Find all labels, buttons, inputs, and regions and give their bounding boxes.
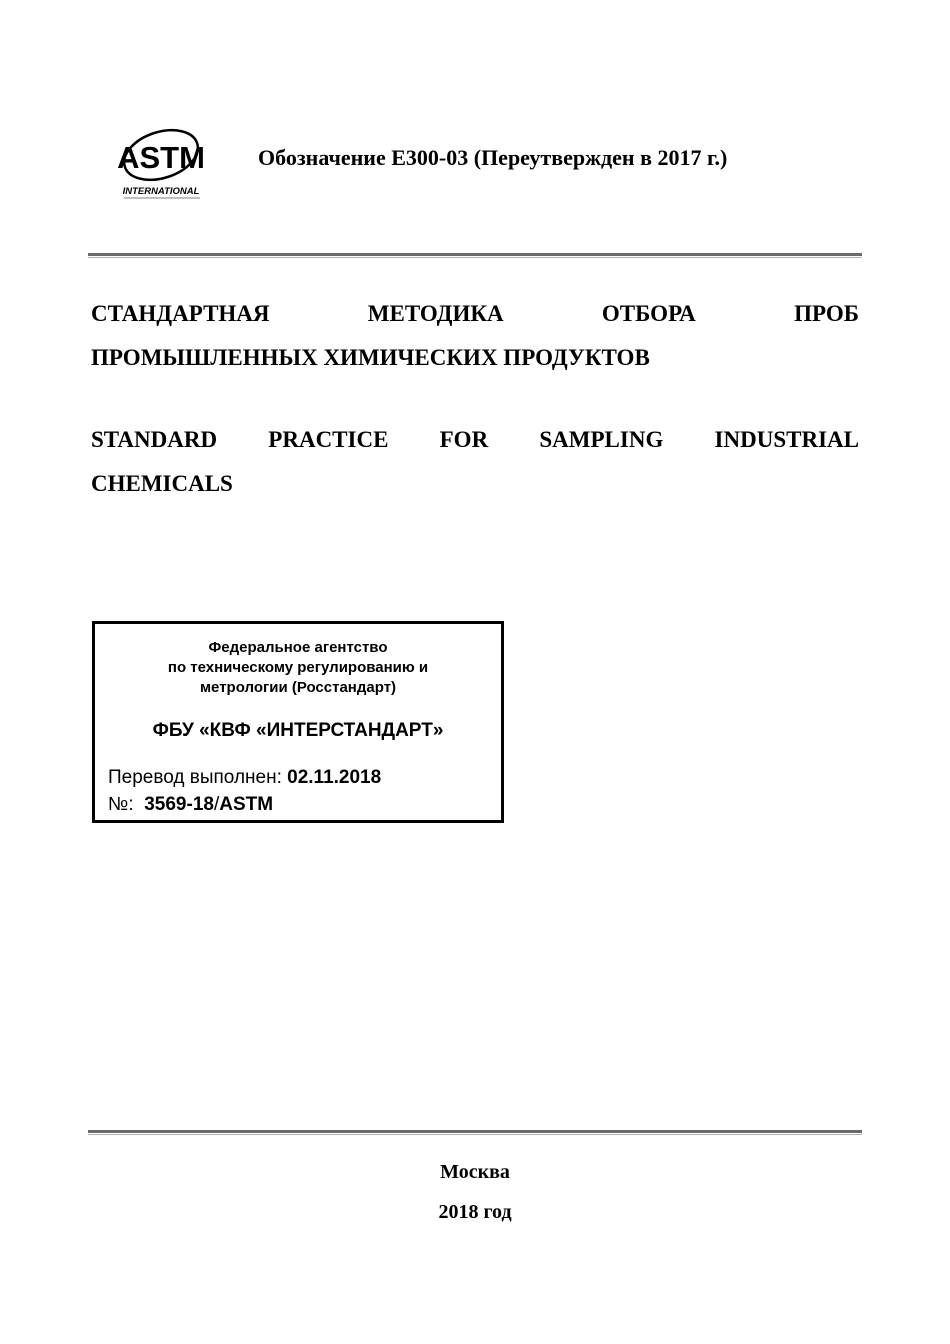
title-word: МЕТОДИКА — [367, 301, 504, 326]
logo-lettering: ASTM — [117, 140, 205, 175]
translation-date: 02.11.2018 — [287, 767, 382, 788]
translation-date-row — [108, 764, 381, 791]
title-word: STANDARD — [91, 427, 218, 452]
translation-number-row — [108, 791, 381, 818]
title-english-line2: CHEMICALS — [91, 471, 233, 496]
standard-designation: Обозначение E300-03 (Переутвержден в 2017 г.) — [258, 145, 728, 170]
astm-logo — [116, 124, 206, 200]
title-word: ОТБОРА — [601, 301, 696, 326]
title-english — [91, 418, 859, 506]
publication-city: Москва — [440, 1161, 510, 1183]
title-english-line1 — [91, 418, 859, 462]
translation-info — [108, 764, 381, 818]
title-word: FOR — [439, 427, 489, 452]
agency-name — [95, 638, 501, 698]
organization-name: ФБУ «КВФ «ИНТЕРСТАНДАРТ» — [152, 720, 444, 741]
logo-subtext: INTERNATIONAL — [122, 186, 200, 197]
title-russian-line2: ПРОМЫШЛЕННЫХ ХИМИЧЕСКИХ ПРОДУКТОВ — [91, 345, 650, 370]
title-word: PRACTICE — [268, 427, 389, 452]
number-label: №: — [108, 794, 134, 815]
number-suffix: ASTM — [219, 794, 274, 815]
agency-line: метрологии (Росстандарт) — [199, 679, 397, 696]
publication-year: 2018 год — [438, 1201, 512, 1223]
number-value: 3569-18 — [144, 794, 214, 815]
bottom-divider — [88, 1130, 862, 1133]
number-separator: / — [213, 794, 220, 815]
title-russian — [91, 292, 859, 380]
agency-line: по техническому регулированию и — [167, 659, 429, 676]
translation-label: Перевод выполнен: — [108, 767, 282, 788]
title-russian-line1 — [91, 292, 859, 336]
top-divider — [88, 253, 862, 256]
title-word: SAMPLING — [539, 427, 664, 452]
title-word: INDUSTRIAL — [714, 427, 859, 452]
title-word: ПРОБ — [794, 301, 859, 326]
title-word: СТАНДАРТНАЯ — [91, 301, 270, 326]
translation-stamp — [92, 621, 504, 823]
agency-line: Федеральное агентство — [208, 639, 388, 656]
